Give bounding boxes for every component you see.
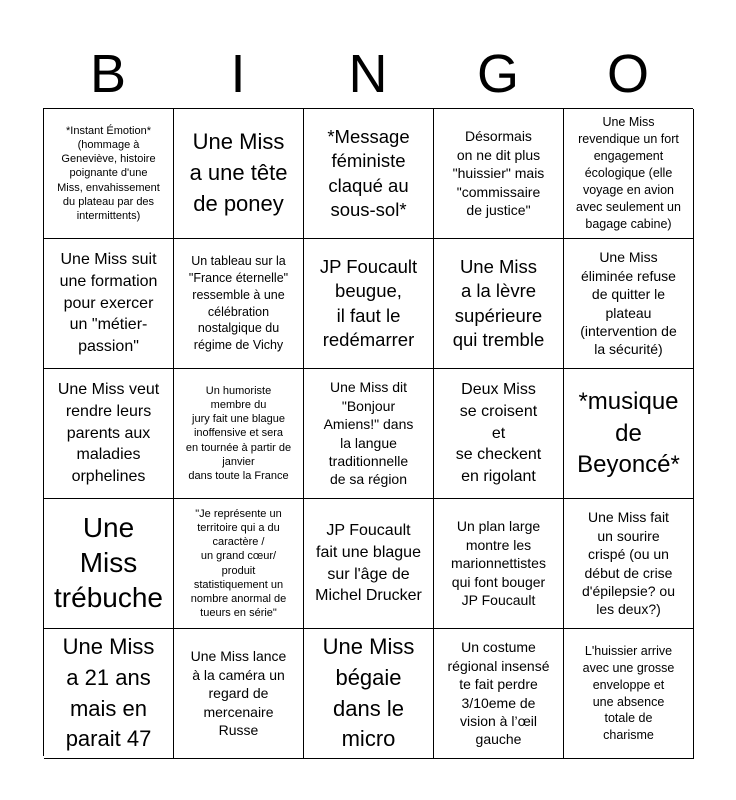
- bingo-cell-r4c2[interactable]: [174, 499, 304, 629]
- bingo-cell-r3c4[interactable]: [434, 369, 564, 499]
- header-letter-n: N: [348, 44, 388, 104]
- cell-text: L'huissier arrive avec une grosse enveloppe et une absence totale de charisme: [582, 643, 675, 743]
- cell-text: *Instant Émotion* (hommage à Geneviève, histoire poignante d'une Miss, envahissement du plateau par des intermittents): [57, 125, 160, 222]
- cell-text: Une Miss bégaie dans le micro: [322, 633, 415, 752]
- cell-text: JP Foucault fait une blague sur l'âge de Michel Drucker: [315, 522, 422, 605]
- bingo-cell-r5c3[interactable]: [304, 629, 434, 759]
- bingo-cell-r4c3[interactable]: [304, 499, 434, 629]
- bingo-cell-r3c1[interactable]: [44, 369, 174, 499]
- bingo-cell-r2c1[interactable]: [44, 239, 174, 369]
- bingo-cell-r1c2[interactable]: [174, 109, 304, 239]
- cell-text: Une Miss trébuche: [54, 512, 163, 613]
- header-letter-g: G: [476, 44, 519, 104]
- bingo-cell-r4c5[interactable]: [564, 499, 694, 629]
- cell-text: Une Miss a la lèvre supérieure qui tremble: [452, 256, 545, 350]
- bingo-cell-r4c4[interactable]: [434, 499, 564, 629]
- cell-text: Une Miss suit une formation pour exercer un "métier- passion": [59, 251, 158, 356]
- header-letter-b: B: [89, 44, 127, 104]
- bingo-cell-r1c4[interactable]: [434, 109, 564, 239]
- bingo-cell-r1c5[interactable]: [564, 109, 694, 239]
- bingo-cell-r5c4[interactable]: [434, 629, 564, 759]
- header-letter-o: O: [606, 44, 649, 104]
- cell-text: Une Miss veut rendre leurs parents aux maladies orphelines: [57, 381, 160, 486]
- bingo-cell-r5c2[interactable]: [174, 629, 304, 759]
- cell-text: Un plan large montre les marionnettistes qui font bouger JP Foucault: [451, 518, 546, 609]
- cell-text: *musique de Beyoncé*: [577, 387, 680, 479]
- bingo-cell-r5c1[interactable]: [44, 629, 174, 759]
- bingo-cell-r3c5[interactable]: [564, 369, 694, 499]
- bingo-cell-r2c3[interactable]: [304, 239, 434, 369]
- cell-text: Un tableau sur la "France éternelle" ressemble à une célébration nostalgique du régime de Vichy: [188, 253, 289, 353]
- cell-text: Une Miss dit "Bonjour Amiens!" dans la langue traditionnelle de sa région: [323, 379, 414, 488]
- bingo-cell-r2c5[interactable]: [564, 239, 694, 369]
- cell-text: "Je représente un territoire qui a du caractère / un grand cœur/ produit statistiquement un nombre anormal de tueurs en série": [190, 508, 287, 619]
- cell-text: Une Miss a 21 ans mais en parait 47: [62, 633, 155, 752]
- cell-text: Un costume régional insensé te fait perdre 3/10eme de vision à l’œil gauche: [447, 639, 550, 748]
- cell-text: Une Miss fait un sourire crispé (ou un début de crise d'épilepsie? ou les deux?): [582, 509, 675, 618]
- bingo-cell-r4c1[interactable]: [44, 499, 174, 629]
- cell-text: Un humoriste membre du jury fait une blague inoffensive et sera en tournée à partir de janvier dans toute la France: [185, 385, 292, 482]
- bingo-cell-r5c5[interactable]: [564, 629, 694, 759]
- bingo-cell-r3c3[interactable]: [304, 369, 434, 499]
- cell-text: Deux Miss se croisent et se checkent en rigolant: [455, 381, 542, 486]
- bingo-cell-r3c2[interactable]: [174, 369, 304, 499]
- cell-text: Une Miss éliminée refuse de quitter le plateau (intervention de la sécurité): [580, 249, 677, 358]
- cell-text: Désormais on ne dit plus "huissier" mais "commissaire de justice": [452, 128, 545, 219]
- bingo-header: [43, 40, 693, 108]
- header-letter-i: I: [230, 44, 246, 104]
- bingo-cell-r2c2[interactable]: [174, 239, 304, 369]
- cell-text: Une Miss lance à la caméra un regard de mercenaire Russe: [190, 648, 287, 739]
- cell-text: Une Miss a une tête de poney: [189, 129, 288, 216]
- bingo-cell-r2c4[interactable]: [434, 239, 564, 369]
- bingo-grid: [43, 108, 693, 756]
- cell-text: JP Foucault beugue, il faut le redémarrer: [319, 256, 418, 350]
- bingo-cell-r1c3[interactable]: [304, 109, 434, 239]
- cell-text: Une Miss revendique un fort engagement écologique (elle voyage en avion avec seulement un bagage cabine): [576, 115, 681, 231]
- cell-text: *Message féministe claqué au sous-sol*: [327, 126, 410, 220]
- bingo-cell-r1c1[interactable]: [44, 109, 174, 239]
